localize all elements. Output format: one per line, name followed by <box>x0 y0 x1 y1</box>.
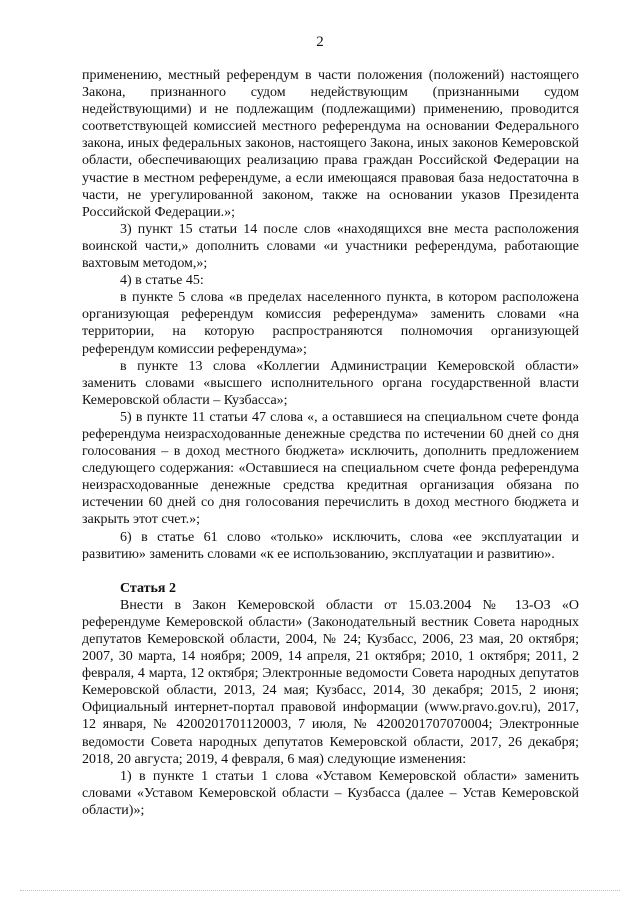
paragraph-item-3: 3) пункт 15 статьи 14 после слов «находящихся вне места расположения воинской части,» дополнить словами «и участники референдума, работающие вахтовым методом,»; <box>82 221 579 272</box>
scan-bottom-edge <box>20 888 620 891</box>
article-2-heading: Статья 2 <box>120 580 176 596</box>
article-2-paragraph-intro: Внести в Закон Кемеровской области от 15.03.2004 № 13-ОЗ «О референдуме Кемеровской области» (Законодательный вестник Совета народных депутатов Кемеровской области, 2004, № 24; Кузбасс, 2006, 23 мая, 20 октября; 2007, 30 марта, 14 ноября; 2009, 14 апреля, 21 октября; 2010, 1 октября; 2011, 2 февраля, 4 марта, 12 октября; Электронные ведомости Совета народных депутатов Кемеровской области, 2013, 24 мая; Кузбасс, 2014, 30 декабря; 2015, 2 июня; Официальный интернет-портал правовой информации (www.pravo.gov.ru), 2017, 12 января, № 4200201701120003, 7 июля, № 4200201707070004; Электронные ведомости Совета народных депутатов Кемеровской области, 2017, 26 декабря; 2018, 20 августа; 2019, 4 февраля, 6 мая) следующие изменения: <box>82 597 579 767</box>
paragraph-item-6: 6) в статье 61 слово «только» исключить, слова «ее эксплуатации и развитию» заменить словами «к ее использованию, эксплуатации и развитию». <box>82 529 579 562</box>
paragraph-continuation: применению, местный референдум в части положения (положений) настоящего Закона, признанного судом недействующим (признанными судом недействующими) и не подлежащим (подлежащими) применению, проводится соответствующей комиссией местного референдума на основании Федерального закона, иных федеральных законов, настоящего Закона, иных законов Кемеровской области, обеспечивающих реализацию права граждан Российской Федерации на участие в местном референдуме, а если имеющаяся правовая база недостаточна в части, не урегулированной законом, также на основании указов Президента Российской Федерации.»; <box>82 68 579 220</box>
paragraph-item-4: 4) в статье 45: <box>120 273 204 289</box>
document-body <box>82 67 579 819</box>
paragraph-item-5: 5) в пункте 11 статьи 47 слова «, а оставшиеся на специальном счете фонда референдума неизрасходованные денежные средства по истечении 60 дней со дня голосования – в доход местного бюджета» исключить, дополнить предложением следующего содержания: «Оставшиеся на специальном счете фонда референдума неизрасходованные денежные средства кредитная организация обязана по истечении 60 дней со дня голосования перечислить в доход местного бюджета и закрыть этот счет.»; <box>82 409 579 528</box>
paragraph-item-4-point-5: в пункте 5 слова «в пределах населенного пункта, в котором расположена организующая референдум комиссия референдума» заменить словами «на территории, на которую распространяются полномочия организующей референдум комиссии референдума»; <box>82 290 579 357</box>
article-2-paragraph-item-1: 1) в пункте 1 статьи 1 слова «Уставом Кемеровской области» заменить словами «Уставом Кемеровской области – Кузбасса (далее – Устав Кемеровской области)»; <box>82 768 579 818</box>
page-number: 2 <box>316 34 324 50</box>
paragraph-item-4-point-13: в пункте 13 слова «Коллегии Администрации Кемеровской области» заменить словами «высшего исполнительного органа государственной власти Кемеровской области – Кузбасса»; <box>82 358 579 408</box>
